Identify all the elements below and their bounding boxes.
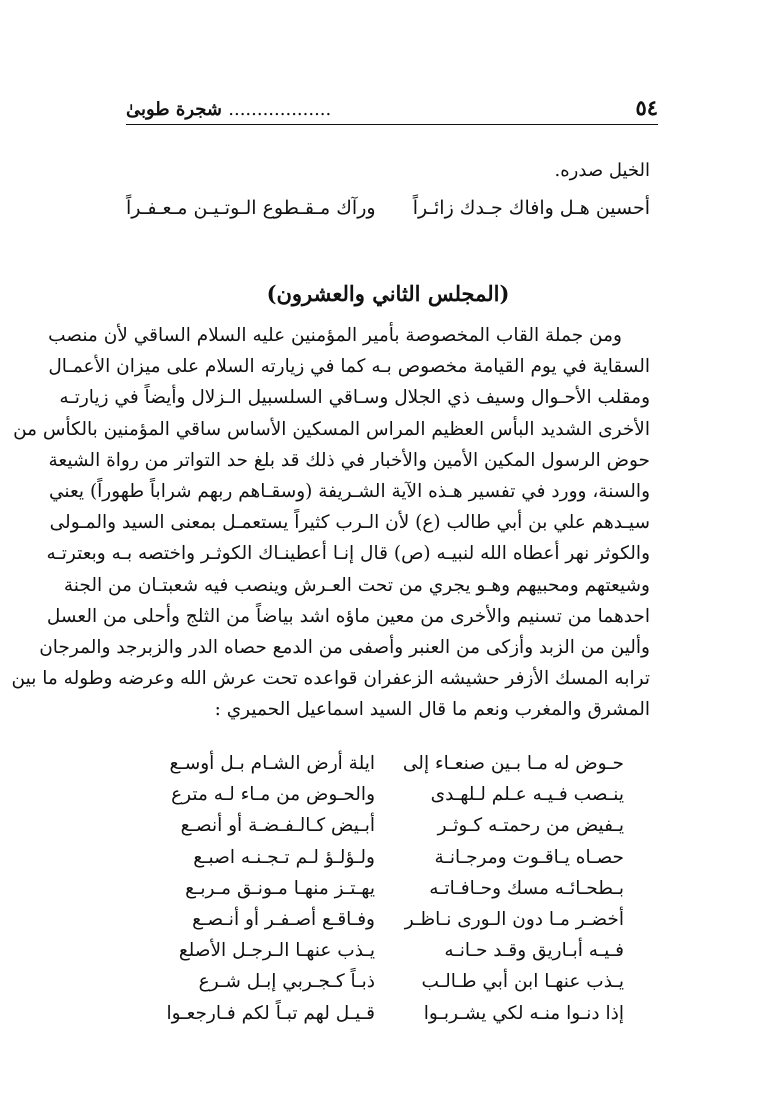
leader-dots: .................. — [228, 99, 332, 120]
running-title — [126, 99, 331, 120]
prose-line: سيـدهم علي بن أبي طالب (ع) لأن الـرب كثيراً يستعمـل بمعنى السيد والمـولى — [49, 512, 650, 534]
verse-first-hemistich: يـفيض من رحمتـه كـوثـر — [437, 815, 624, 837]
verse-second-hemistich: ايلة أرض الشـام بـل أوسـع — [169, 753, 375, 774]
page-header — [126, 84, 658, 125]
section-title: (المجلس الثاني والعشرون) — [266, 281, 510, 306]
verse-second-hemistich: أبـيض كـالـفـضـة أو أنصـع — [180, 815, 375, 837]
verse-first-hemistich: أخضـر مـا دون الـورى نـاظـر — [404, 908, 624, 930]
poem-verse — [150, 779, 624, 810]
prose-line: والكوثر نهر أعطاه الله لنبيـه (ص) قال إنـا أعطينـاك الكوثـر واختصه بـه وبعترتـه — [46, 543, 650, 565]
verse-second-hemistich: قـيـل لهم تبـاً لكم فـارجعـوا — [166, 1002, 375, 1024]
poem-verse — [150, 998, 624, 1029]
poem-verse — [150, 904, 624, 935]
poem-verse — [150, 873, 624, 904]
verse-second-hemistich: ذبـاً كـجـربي إبـل شـرع — [198, 971, 375, 993]
poem-verse — [150, 748, 624, 779]
verse-first-hemistich: ينـصب فـيـه عـلم لـلهـدى — [430, 784, 624, 806]
verse-first-hemistich: فـيـه أبـاريق وقـد حـانـه — [444, 940, 624, 962]
prose-line: وألين من الزبد وأزكى من العنبر وأصفى من الدمع حصاه الدر والزبرجد والمرجان — [39, 637, 650, 659]
verse-second-hemistich: والحـوض من مـاء لـه مترع — [171, 784, 375, 806]
intro-verse-first-hemistich: أحسين هـل وافاك جـدك زائـراً — [412, 197, 650, 219]
prose-line: ترابه المسك الأزفر حشيشه الزعفران قواعده تحت عرش الله وعرضه وطوله ما بين — [11, 668, 650, 690]
prose-line: حوض الرسول المكين الأمين والأخبار في ذلك قد بلغ حد التواتر من رواة الشيعة — [48, 449, 650, 471]
poem-verse — [150, 966, 624, 997]
prose-line: والسنة، وورد في تفسير هـذه الآية الشـريفة (وسقـاهم ربهم شراباً طهوراً) يعني — [48, 481, 650, 503]
prose-line: احدهما من تسنيم والأخرى من معين ماؤه اشد بياضاً من الثلج وأحلى من العسل — [46, 605, 650, 627]
prose-line: السقاية في يوم القيامة مخصوص بـه كما في زيارته السلام على ميزان الأعمـال — [48, 356, 650, 378]
prose-line: الأخرى الشديد البأس العظيم المراس المسكين الأساس ساقي المؤمنين بالكأس من — [13, 418, 650, 440]
prose-line: ومقلب الأحـوال وسيف ذي الجلال وسـاقي السلسبيل الـزلال وأيضاً في زيارتـه — [59, 387, 650, 409]
poem-verse — [150, 935, 624, 966]
verse-first-hemistich: حصـاه يـاقـوت ومرجـانـة — [434, 846, 624, 868]
prose-line: وشيعتهم ومحبيهم وهـو يجري من تحت العـرش وينصب فيه شعبتـان من الجنة — [63, 574, 650, 596]
poem-verse — [150, 842, 624, 873]
previous-text-end: الخيل صدره. — [554, 160, 650, 181]
intro-verse-second-hemistich: ورآك مـقـطوع الـوتـيـن مـعـفـراً — [126, 197, 376, 219]
verse-first-hemistich: يـذب عنهـا ابن أبي طـالـب — [421, 971, 624, 993]
verse-second-hemistich: يـذب عنهـا الـرجـل الأصلع — [178, 940, 375, 962]
page-number: ٥٤ — [635, 95, 658, 120]
prose-paragraph — [11, 320, 650, 726]
prose-line: ومن جملة القاب المخصوصة بأمير المؤمنين عليه السلام الساقي لأن منصب — [48, 325, 622, 346]
poem — [150, 748, 624, 1029]
verse-second-hemistich: يهـتـز منهـا مـونـق مـربـع — [185, 877, 375, 899]
verse-first-hemistich: بـطحـائـه مسك وحـافـاتـه — [429, 877, 624, 899]
verse-first-hemistich: حـوض له مـا بـين صنعـاء إلى — [402, 753, 624, 774]
poem-verse — [150, 810, 624, 841]
intro-verse — [126, 193, 650, 225]
verse-second-hemistich: ولـؤلـؤ لـم تـجـنـه اصبـع — [193, 846, 375, 868]
running-title-text: شجرة طوبىٰ — [126, 99, 222, 120]
verse-first-hemistich: إذا دنـوا منـه لكي يشـربـوا — [423, 1002, 624, 1024]
verse-second-hemistich: وفـاقـع أصـفـر أو أنـصـع — [192, 908, 375, 930]
prose-line: المشرق والمغرب ونعم ما قال السيد اسماعيل الحميري : — [214, 699, 650, 721]
